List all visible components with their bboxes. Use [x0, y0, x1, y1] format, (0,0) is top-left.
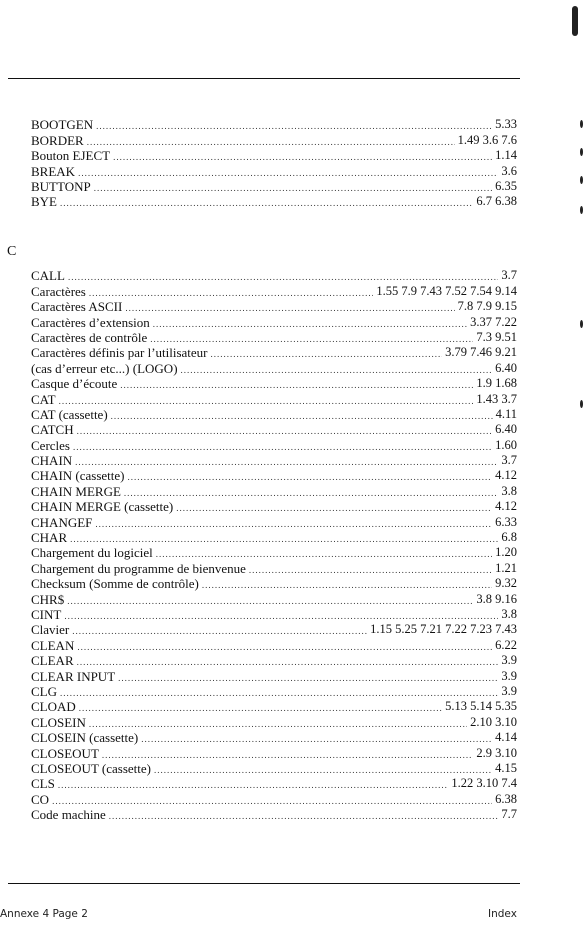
page-references: 1.21 [495, 560, 517, 575]
dot-leader [109, 810, 499, 822]
index-term: CLEAR [31, 653, 74, 669]
dot-leader [60, 687, 498, 699]
page-references: 1.22 3.10 7.4 [451, 776, 517, 791]
index-section-c [31, 268, 517, 822]
page-references: 5.33 [495, 117, 517, 132]
dot-leader [153, 318, 467, 330]
dot-leader [125, 302, 454, 314]
index-entry [31, 545, 517, 560]
dot-leader [89, 287, 374, 299]
dot-leader [111, 410, 493, 422]
page-references: 1.60 [495, 437, 517, 452]
dot-leader [79, 702, 442, 714]
index-entry [31, 776, 517, 791]
page-references: 6.8 [501, 530, 517, 545]
index-term: Chargement du programme de bienvenue [31, 560, 246, 576]
dot-leader [102, 749, 473, 761]
dot-leader [118, 672, 498, 684]
dot-leader [128, 471, 493, 483]
index-entry [31, 745, 517, 760]
index-term: Cercles [31, 437, 70, 453]
index-term: Casque d’écoute [31, 376, 118, 392]
dot-leader [202, 579, 492, 591]
dot-leader [52, 795, 492, 807]
index-term: Caractères [31, 283, 86, 299]
index-term: CLOSEOUT [31, 745, 99, 761]
index-entry [31, 530, 517, 545]
page-references: 9.32 [495, 576, 517, 591]
dot-leader [78, 167, 498, 179]
page-references: 6.35 [495, 178, 517, 193]
dot-leader [67, 595, 473, 607]
index-entry [31, 653, 517, 668]
dot-leader [141, 733, 492, 745]
index-term: CLS [31, 776, 55, 792]
dot-leader [73, 441, 492, 453]
index-term: CLOSEIN [31, 714, 86, 730]
index-entry [31, 807, 517, 822]
page-references: 1.15 5.25 7.21 7.22 7.23 7.43 [370, 622, 517, 637]
index-term: BUTTONP [31, 178, 91, 194]
index-term: CHAIN [31, 453, 73, 469]
page-references: 1.43 3.7 [476, 391, 517, 406]
index-entry [31, 163, 517, 178]
dot-leader [95, 518, 492, 530]
page-references: 4.12 [495, 499, 517, 514]
index-term: Caractères d’extension [31, 314, 150, 330]
page-references: 7.3 9.51 [476, 329, 517, 344]
dot-leader [181, 364, 493, 376]
footer-page-label: Annexe 4 Page 2 [0, 908, 88, 920]
page-references: 3.6 [501, 163, 517, 178]
index-term: Clavier [31, 622, 70, 638]
index-entry [31, 622, 517, 637]
index-term: BYE [31, 194, 57, 210]
index-entry [31, 453, 517, 468]
footer-section-label: Index [488, 908, 517, 920]
page-references: 3.9 [501, 668, 517, 683]
index-term: (cas d’erreur etc...) (LOGO) [31, 360, 178, 376]
index-term: CAT [31, 391, 56, 407]
index-term: CLOSEIN (cassette) [31, 730, 139, 746]
page-references: 4.15 [495, 760, 517, 775]
page-references: 4.11 [495, 406, 517, 421]
page-references: 3.79 7.46 9.21 [445, 345, 517, 360]
dot-leader [77, 656, 499, 668]
header-rule [8, 78, 520, 79]
index-entry [31, 576, 517, 591]
dot-leader [59, 395, 474, 407]
index-entry [31, 360, 517, 375]
index-entry [31, 684, 517, 699]
index-entry [31, 345, 517, 360]
dot-leader [77, 641, 492, 653]
scan-mark [580, 148, 583, 156]
page-references: 6.33 [495, 514, 517, 529]
dot-leader [64, 610, 498, 622]
dot-leader [120, 379, 473, 391]
index-term: CATCH [31, 422, 74, 438]
index-entry [31, 194, 517, 209]
index-entry [31, 560, 517, 575]
page-references: 1.55 7.9 7.43 7.52 7.54 9.14 [376, 283, 517, 298]
index-entry [31, 299, 517, 314]
index-entry [31, 499, 517, 514]
dot-leader [96, 120, 492, 132]
page-references: 3.8 9.16 [476, 591, 517, 606]
index-term: CO [31, 791, 50, 807]
index-term: CINT [31, 606, 62, 622]
index-term: CHAR [31, 530, 68, 546]
index-entry [31, 422, 517, 437]
page-references: 6.22 [495, 637, 517, 652]
scan-mark [580, 120, 583, 128]
index-term: CHANGEF [31, 514, 93, 530]
page-references: 1.20 [495, 545, 517, 560]
page-references: 3.8 [501, 606, 517, 621]
index-entry [31, 268, 517, 283]
index-term: Caractères de contrôle [31, 329, 148, 345]
index-term: CHAIN (cassette) [31, 468, 125, 484]
dot-leader [70, 533, 498, 545]
dot-leader [68, 271, 498, 283]
index-entry [31, 730, 517, 745]
index-term: Caractères ASCII [31, 299, 123, 315]
page-references: 1.49 3.6 7.6 [457, 132, 517, 147]
page-references: 3.7 [501, 268, 517, 283]
section-letter-c: C [7, 244, 17, 259]
dot-leader [156, 548, 492, 560]
page-references: 4.14 [495, 730, 517, 745]
index-entry [31, 283, 517, 298]
index-term: CHAIN MERGE [31, 483, 121, 499]
index-term: CALL [31, 268, 65, 284]
scan-mark [580, 320, 583, 328]
index-entry [31, 148, 517, 163]
dot-leader [77, 425, 493, 437]
index-term: Checksum (Somme de contrôle) [31, 576, 199, 592]
page-references: 6.40 [495, 360, 517, 375]
index-entry [31, 714, 517, 729]
index-term: CAT (cassette) [31, 406, 108, 422]
dot-leader [113, 151, 492, 163]
page-references: 3.9 [501, 653, 517, 668]
page-references: 1.14 [495, 148, 517, 163]
dot-leader [211, 348, 443, 360]
index-entry [31, 591, 517, 606]
page-references: 1.9 1.68 [476, 376, 517, 391]
dot-leader [124, 487, 498, 499]
page-references: 3.7 [501, 453, 517, 468]
scan-mark [580, 176, 583, 184]
index-entry [31, 314, 517, 329]
dot-leader [176, 502, 492, 514]
page-references: 6.38 [495, 791, 517, 806]
index-entry [31, 761, 517, 776]
index-section-b [31, 117, 517, 209]
page-references: 6.7 6.38 [476, 194, 517, 209]
page-references: 7.7 [501, 807, 517, 822]
dot-leader [60, 197, 473, 209]
dot-leader [249, 564, 492, 576]
index-entry [31, 407, 517, 422]
index-entry [31, 468, 517, 483]
page-references: 5.13 5.14 5.35 [445, 699, 517, 714]
index-entry [31, 391, 517, 406]
index-entry [31, 637, 517, 652]
index-entry [31, 483, 517, 498]
index-term: Bouton EJECT [31, 148, 111, 164]
scan-mark [572, 6, 578, 36]
index-entry [31, 330, 517, 345]
index-term: Chargement du logiciel [31, 545, 153, 561]
scan-mark [580, 206, 583, 214]
index-entry [31, 514, 517, 529]
index-term: CLOAD [31, 699, 76, 715]
dot-leader [87, 136, 455, 148]
dot-leader [89, 718, 467, 730]
dot-leader [75, 456, 498, 468]
index-term: CLEAR INPUT [31, 668, 116, 684]
index-term: CHR$ [31, 591, 65, 607]
index-term: CLG [31, 683, 57, 699]
index-term: CLOSEOUT (cassette) [31, 760, 151, 776]
index-entry [31, 668, 517, 683]
page-references: 7.8 7.9 9.15 [457, 299, 517, 314]
index-entry [31, 179, 517, 194]
index-entry [31, 791, 517, 806]
index-entry [31, 437, 517, 452]
page-references: 3.37 7.22 [470, 314, 517, 329]
index-entry [31, 607, 517, 622]
index-entry [31, 117, 517, 132]
index-entry [31, 699, 517, 714]
page-references: 6.40 [495, 422, 517, 437]
index-term: CHAIN MERGE (cassette) [31, 499, 174, 515]
index-term: BOOTGEN [31, 117, 94, 133]
scan-mark [580, 400, 583, 408]
footer-rule [8, 883, 520, 884]
index-term: BORDER [31, 132, 84, 148]
page-references: 4.12 [495, 468, 517, 483]
page-references: 3.8 [501, 483, 517, 498]
index-entry [31, 132, 517, 147]
index-term: CLEAN [31, 637, 75, 653]
page-references: 2.9 3.10 [476, 745, 517, 760]
index-entry [31, 376, 517, 391]
dot-leader [150, 333, 473, 345]
index-term: Caractères définis par l’utilisateur [31, 345, 208, 361]
page-references: 3.9 [501, 683, 517, 698]
dot-leader [58, 779, 449, 791]
index-term: BREAK [31, 163, 76, 179]
page-references: 2.10 3.10 [470, 714, 517, 729]
dot-leader [94, 182, 492, 194]
dot-leader [154, 764, 492, 776]
dot-leader [72, 625, 367, 637]
index-term: Code machine [31, 807, 106, 823]
